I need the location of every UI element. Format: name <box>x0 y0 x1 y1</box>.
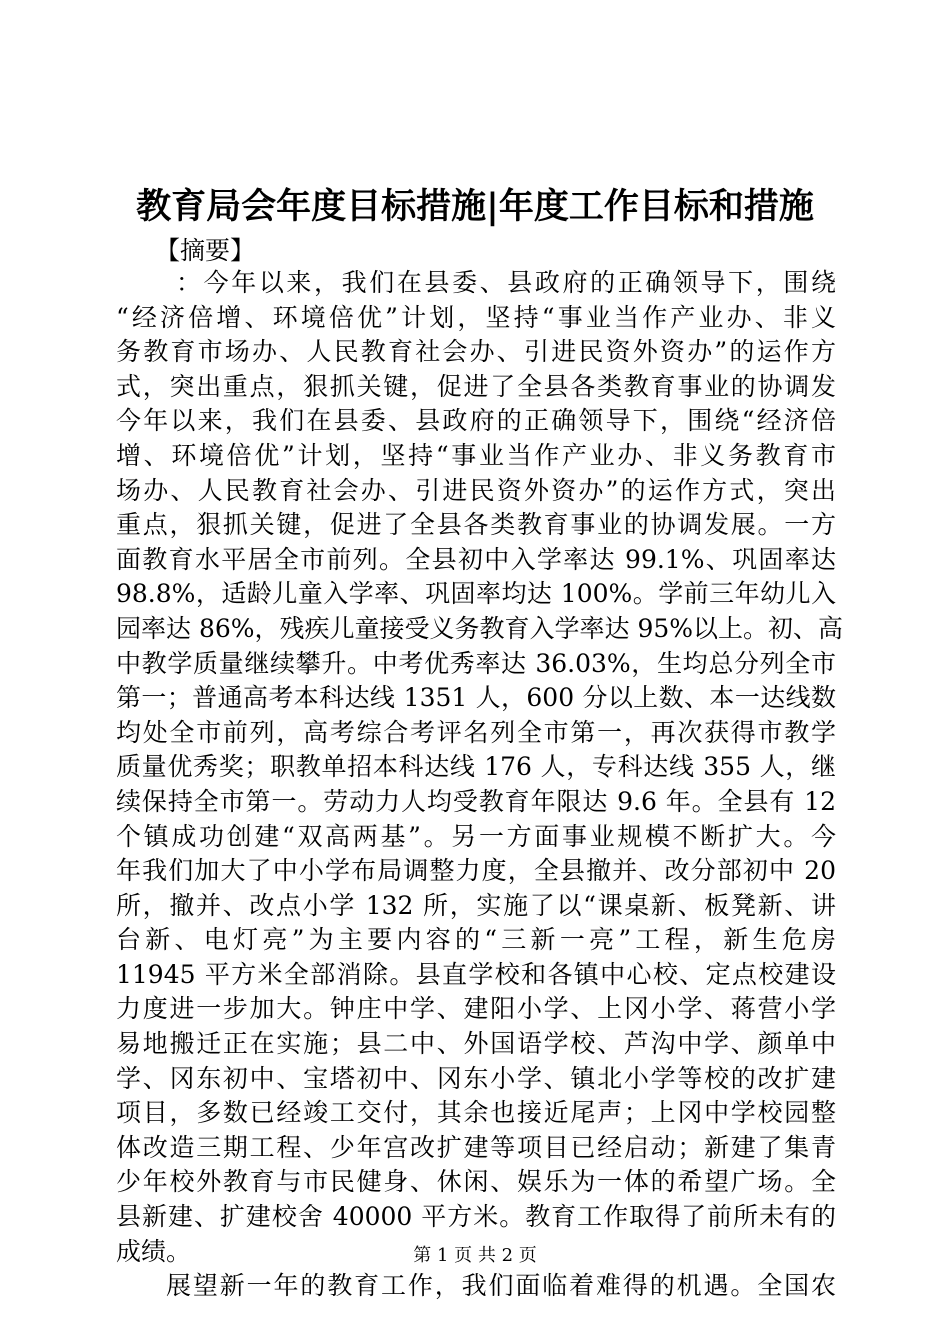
body-line: 11945 平方米全部消除。县直学校和各镇中心校、定点校建设 <box>116 959 836 989</box>
body-line: 续保持全市第一。劳动力人均受教育年限达 9.6 年。全县有 12 <box>116 786 836 816</box>
body-line: 项目，多数已经竣工交付，其余也接近尾声；上冈中学校园整 <box>116 1098 836 1128</box>
body-line: 县新建、扩建校舍 40000 平方米。教育工作取得了前所未有的 <box>116 1202 836 1232</box>
body-line: 务教育市场办、人民教育社会办、引进民资外资办”的运作方 <box>116 337 836 367</box>
body-line: 少年校外教育与市民健身、休闲、娱乐为一体的希望广场。全 <box>116 1167 836 1197</box>
body-line: 中教学质量继续攀升。中考优秀率达 36.03%，生均总分列全市 <box>116 648 836 678</box>
body-line: 98.8%，适龄儿童入学率、巩固率均达 100%。学前三年幼儿入 <box>116 579 836 609</box>
body-line: 年我们加大了中小学布局调整力度，全县撤并、改分部初中 20 <box>116 856 836 886</box>
body-line: 第一；普通高考本科达线 1351 人，600 分以上数、本一达线数 <box>116 683 836 713</box>
document-title: 教育局会年度目标措施|年度工作目标和措施 <box>136 186 814 227</box>
body-line: 均处全市前列，高考综合考评名列全市第一，再次获得市教学 <box>116 717 836 747</box>
body-line: 重点，狠抓关键，促进了全县各类教育事业的协调发展。一方 <box>116 510 836 540</box>
body-line: “经济倍增、环境倍优”计划，坚持“事业当作产业办、非义 <box>116 302 836 332</box>
body-line: 个镇成功创建“双高两基”。另一方面事业规模不断扩大。今 <box>116 821 836 851</box>
body-line: 园率达 86%，残疾儿童接受义务教育入学率达 95%以上。初、高 <box>116 613 844 643</box>
document-body <box>116 266 844 1304</box>
body-line: 易地搬迁正在实施；县二中、外国语学校、芦沟中学、颜单中 <box>116 1029 836 1059</box>
body-line: 场办、人民教育社会办、引进民资外资办”的运作方式，突出 <box>116 475 836 505</box>
body-line: 所，撤并、改点小学 132 所，实施了以“课桌新、板凳新、讲 <box>116 890 836 920</box>
body-line: 质量优秀奖；职教单招本科达线 176 人，专科达线 355 人，继 <box>116 752 836 782</box>
body-line: 学、冈东初中、宝塔初中、冈东小学、镇北小学等校的改扩建 <box>116 1063 836 1093</box>
body-line: ：今年以来，我们在县委、县政府的正确领导下，围绕 <box>176 268 836 297</box>
abstract-label: 【摘要】 <box>155 236 256 265</box>
body-line: 成绩。 <box>116 1236 192 1266</box>
body-line: 式，突出重点，狠抓关键，促进了全县各类教育事业的协调发 <box>116 371 836 401</box>
body-line: 台新、电灯亮”为主要内容的“三新一亮”工程，新生危房 <box>116 925 836 955</box>
page-number-footer: 第 1 页 共 2 页 <box>413 1245 537 1266</box>
body-line: 今年以来，我们在县委、县政府的正确领导下，围绕“经济倍 <box>116 406 836 436</box>
body-line: 体改造三期工程、少年宫改扩建等项目已经启动；新建了集青 <box>116 1132 836 1162</box>
body-line: 力度进一步加大。钟庄中学、建阳小学、上冈小学、蒋营小学 <box>116 994 836 1024</box>
body-line: 展望新一年的教育工作，我们面临着难得的机遇。全国农 <box>166 1271 836 1301</box>
body-line: 增、环境倍优”计划，坚持“事业当作产业办、非义务教育市 <box>116 440 836 470</box>
body-line: 面教育水平居全市前列。全县初中入学率达 99.1%、巩固率达 <box>116 544 836 574</box>
